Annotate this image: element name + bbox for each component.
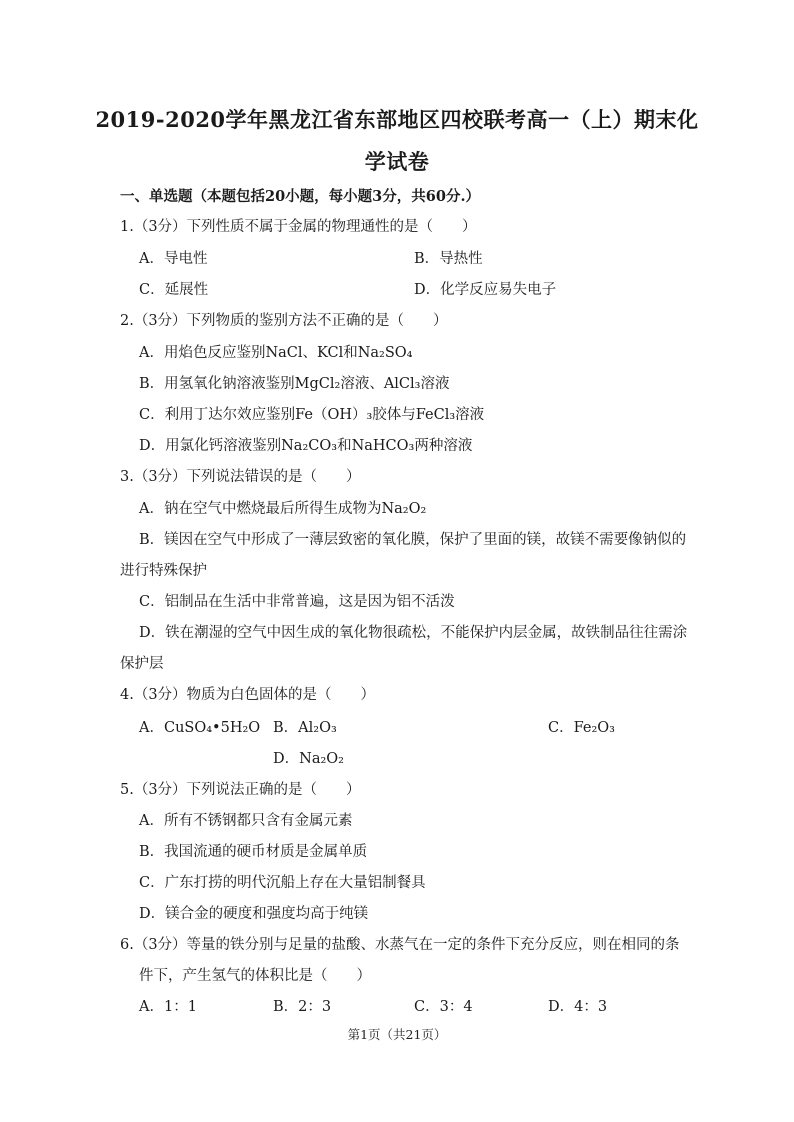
question-4-stem: 4.（3分）物质为白色固体的是（ ） xyxy=(120,687,376,703)
question-4-option-a: A．CuSO₄•5H₂O xyxy=(139,720,261,736)
question-6-stem-continued: 件下，产生氢气的体积比是（ ） xyxy=(139,968,371,984)
question-2-option-c: C．利用丁达尔效应鉴别Fe（OH）₃胶体与FeCl₃溶液 xyxy=(139,407,485,423)
question-6-option-c: C．3：4 xyxy=(414,999,473,1015)
question-1-option-b: B．导热性 xyxy=(414,251,483,267)
question-5-option-c: C．广东打捞的明代沉船上存在大量铝制餐具 xyxy=(139,875,426,891)
exam-title-line-2: 学试卷 xyxy=(364,149,430,174)
question-5-option-d: D．镁合金的硬度和强度均高于纯镁 xyxy=(139,906,369,922)
question-1-stem: 1.（3分）下列性质不属于金属的物理通性的是（ ） xyxy=(120,219,477,235)
question-2-option-b: B．用氢氧化钠溶液鉴别MgCl₂溶液、AlCl₃溶液 xyxy=(139,376,450,392)
question-1-option-a: A．导电性 xyxy=(139,251,208,267)
question-5-option-b: B．我国流通的硬币材质是金属单质 xyxy=(139,844,368,860)
question-2-option-d: D．用氯化钙溶液鉴别Na₂CO₃和NaHCO₃两种溶液 xyxy=(139,438,473,454)
question-4-option-b: B．Al₂O₃ xyxy=(273,720,337,736)
question-6-stem: 6.（3分）等量的铁分别与足量的盐酸、水蒸气在一定的条件下充分反应，则在相同的条 xyxy=(120,937,680,953)
question-3-option-d-continued: 保护层 xyxy=(120,656,164,672)
question-3-option-c: C．铝制品在生活中非常普遍，这是因为铝不活泼 xyxy=(139,594,455,610)
question-3-option-b: B．镁因在空气中形成了一薄层致密的氧化膜，保护了里面的镁，故镁不需要像钠似的 xyxy=(139,532,687,548)
question-2-option-a: A．用焰色反应鉴别NaCl、KCl和Na₂SO₄ xyxy=(139,345,413,361)
question-1-option-c: C．延展性 xyxy=(139,282,209,298)
page-footer: 第1页（共21页） xyxy=(347,1027,447,1042)
section-heading: 一、单选题（本题包括20小题，每小题3分，共60分.） xyxy=(120,188,480,205)
question-5-option-a: A．所有不锈钢都只含有金属元素 xyxy=(139,813,353,829)
question-2-stem: 2.（3分）下列物质的鉴别方法不正确的是（ ） xyxy=(120,313,448,329)
question-6-option-d: D．4：3 xyxy=(548,999,608,1015)
question-4-option-d: D．Na₂O₂ xyxy=(273,751,344,767)
question-3-option-b-continued: 进行特殊保护 xyxy=(120,563,207,579)
question-6-option-a: A．1：1 xyxy=(139,999,197,1015)
question-5-stem: 5.（3分）下列说法正确的是（ ） xyxy=(120,782,361,798)
question-3-stem: 3.（3分）下列说法错误的是（ ） xyxy=(120,469,361,485)
exam-title-line-1: 2019-2020学年黑龙江省东部地区四校联考高一（上）期末化 xyxy=(95,107,699,132)
question-3-option-a: A．钠在空气中燃烧最后所得生成物为Na₂O₂ xyxy=(139,501,427,517)
question-6-option-b: B．2：3 xyxy=(273,999,332,1015)
question-3-option-d: D．铁在潮湿的空气中因生成的氧化物很疏松，不能保护内层金属，故铁制品往往需涂 xyxy=(139,625,688,641)
question-4-option-c: C．Fe₂O₃ xyxy=(548,720,615,736)
question-1-option-d: D．化学反应易失电子 xyxy=(414,282,557,298)
